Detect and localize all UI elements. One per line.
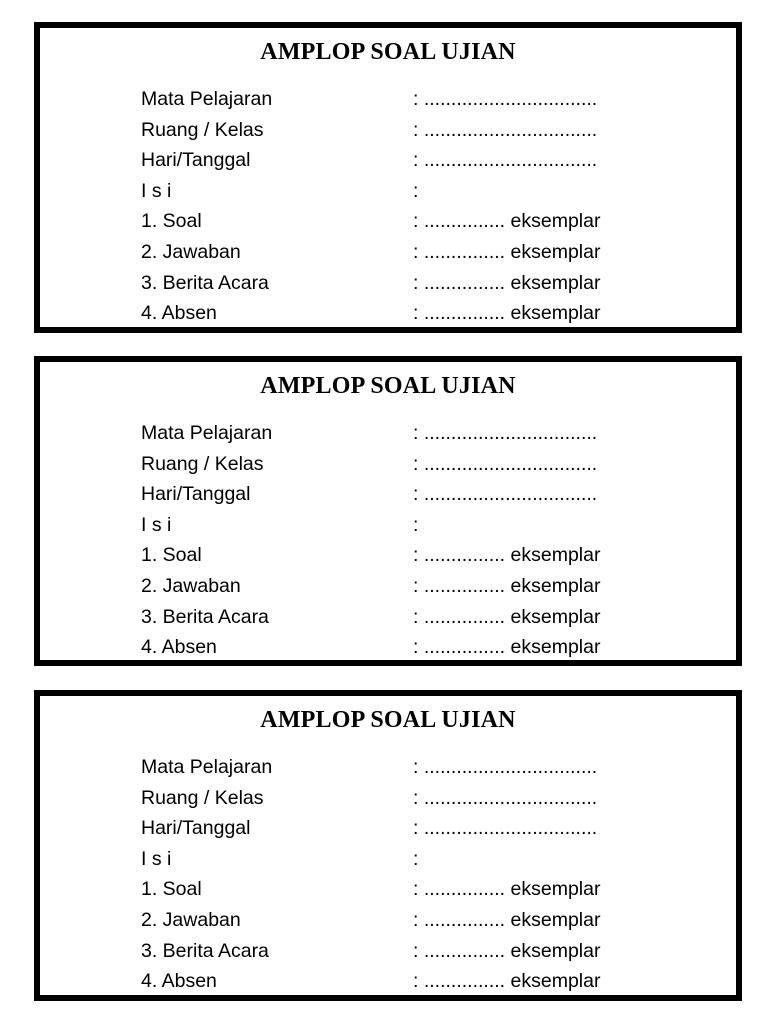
card-title: AMPLOP SOAL UJIAN — [260, 373, 516, 399]
field-row-ruang-kelas — [141, 783, 661, 814]
field-value: : ............... eksemplar — [413, 939, 601, 962]
field-label: Hari/Tanggal — [141, 149, 251, 172]
envelope-label-card — [34, 356, 742, 666]
field-value: : ............... eksemplar — [413, 574, 601, 597]
field-label: 3. Berita Acara — [141, 939, 269, 962]
field-value: : ............... eksemplar — [413, 544, 601, 567]
field-label: I s i — [141, 179, 172, 202]
field-row-absen — [141, 966, 661, 997]
field-row-isi — [141, 510, 661, 541]
field-row-mata-pelajaran — [141, 418, 661, 449]
field-label: Ruang / Kelas — [141, 118, 264, 141]
envelope-label-card — [34, 22, 742, 333]
field-row-mata-pelajaran — [141, 84, 661, 115]
field-value: : ................................ — [413, 88, 598, 110]
field-row-berita-acara — [141, 936, 661, 967]
field-list — [141, 752, 661, 997]
field-value: : ............... eksemplar — [413, 271, 601, 294]
field-row-berita-acara — [141, 602, 661, 633]
field-row-isi — [141, 176, 661, 207]
field-label: Mata Pelajaran — [141, 88, 273, 110]
field-label: 1. Soal — [141, 210, 202, 233]
field-value: : ................................ — [413, 452, 598, 475]
field-value: : ............... eksemplar — [413, 210, 601, 233]
field-row-jawaban — [141, 237, 661, 268]
field-row-isi — [141, 844, 661, 875]
field-row-mata-pelajaran — [141, 752, 661, 783]
envelope-label-card — [34, 690, 742, 1001]
card-title: AMPLOP SOAL UJIAN — [260, 707, 516, 733]
field-value: : ............... eksemplar — [413, 878, 601, 901]
field-list — [141, 84, 661, 329]
field-value: : ................................ — [413, 483, 598, 506]
field-label: Mata Pelajaran — [141, 422, 273, 444]
field-row-soal — [141, 540, 661, 571]
field-value: : ............... eksemplar — [413, 970, 601, 993]
field-label: Hari/Tanggal — [141, 483, 251, 506]
field-row-ruang-kelas — [141, 115, 661, 146]
field-value: : ................................ — [413, 756, 598, 778]
field-row-absen — [141, 298, 661, 329]
field-label: 4. Absen — [141, 302, 217, 325]
field-row-absen — [141, 632, 661, 663]
field-label: 4. Absen — [141, 636, 217, 659]
field-label: 2. Jawaban — [141, 908, 241, 931]
field-value: : — [413, 847, 419, 870]
field-value: : ................................ — [413, 817, 598, 840]
field-row-jawaban — [141, 905, 661, 936]
field-label: 1. Soal — [141, 878, 202, 901]
field-row-berita-acara — [141, 268, 661, 299]
field-value: : ............... eksemplar — [413, 908, 601, 931]
field-label: 4. Absen — [141, 970, 217, 993]
field-label: Hari/Tanggal — [141, 817, 251, 840]
field-value: : ................................ — [413, 149, 598, 172]
field-value: : ................................ — [413, 422, 598, 444]
field-row-ruang-kelas — [141, 449, 661, 480]
field-value: : ............... eksemplar — [413, 605, 601, 628]
field-label: I s i — [141, 513, 172, 536]
field-row-soal — [141, 206, 661, 237]
field-value: : ............... eksemplar — [413, 240, 601, 263]
field-list — [141, 418, 661, 663]
field-value: : ................................ — [413, 786, 598, 809]
field-label: Ruang / Kelas — [141, 786, 264, 809]
field-row-jawaban — [141, 571, 661, 602]
field-value: : ................................ — [413, 118, 598, 141]
field-row-hari-tanggal — [141, 479, 661, 510]
field-label: Ruang / Kelas — [141, 452, 264, 475]
field-label: I s i — [141, 847, 172, 870]
field-row-hari-tanggal — [141, 145, 661, 176]
field-label: 1. Soal — [141, 544, 202, 567]
field-value: : ............... eksemplar — [413, 302, 601, 325]
field-value: : — [413, 179, 419, 202]
field-row-hari-tanggal — [141, 813, 661, 844]
field-label: 2. Jawaban — [141, 574, 241, 597]
field-value: : ............... eksemplar — [413, 636, 601, 659]
card-title: AMPLOP SOAL UJIAN — [260, 39, 516, 65]
field-row-soal — [141, 874, 661, 905]
field-label: Mata Pelajaran — [141, 756, 273, 778]
field-label: 3. Berita Acara — [141, 271, 269, 294]
field-label: 3. Berita Acara — [141, 605, 269, 628]
field-label: 2. Jawaban — [141, 240, 241, 263]
field-value: : — [413, 513, 419, 536]
